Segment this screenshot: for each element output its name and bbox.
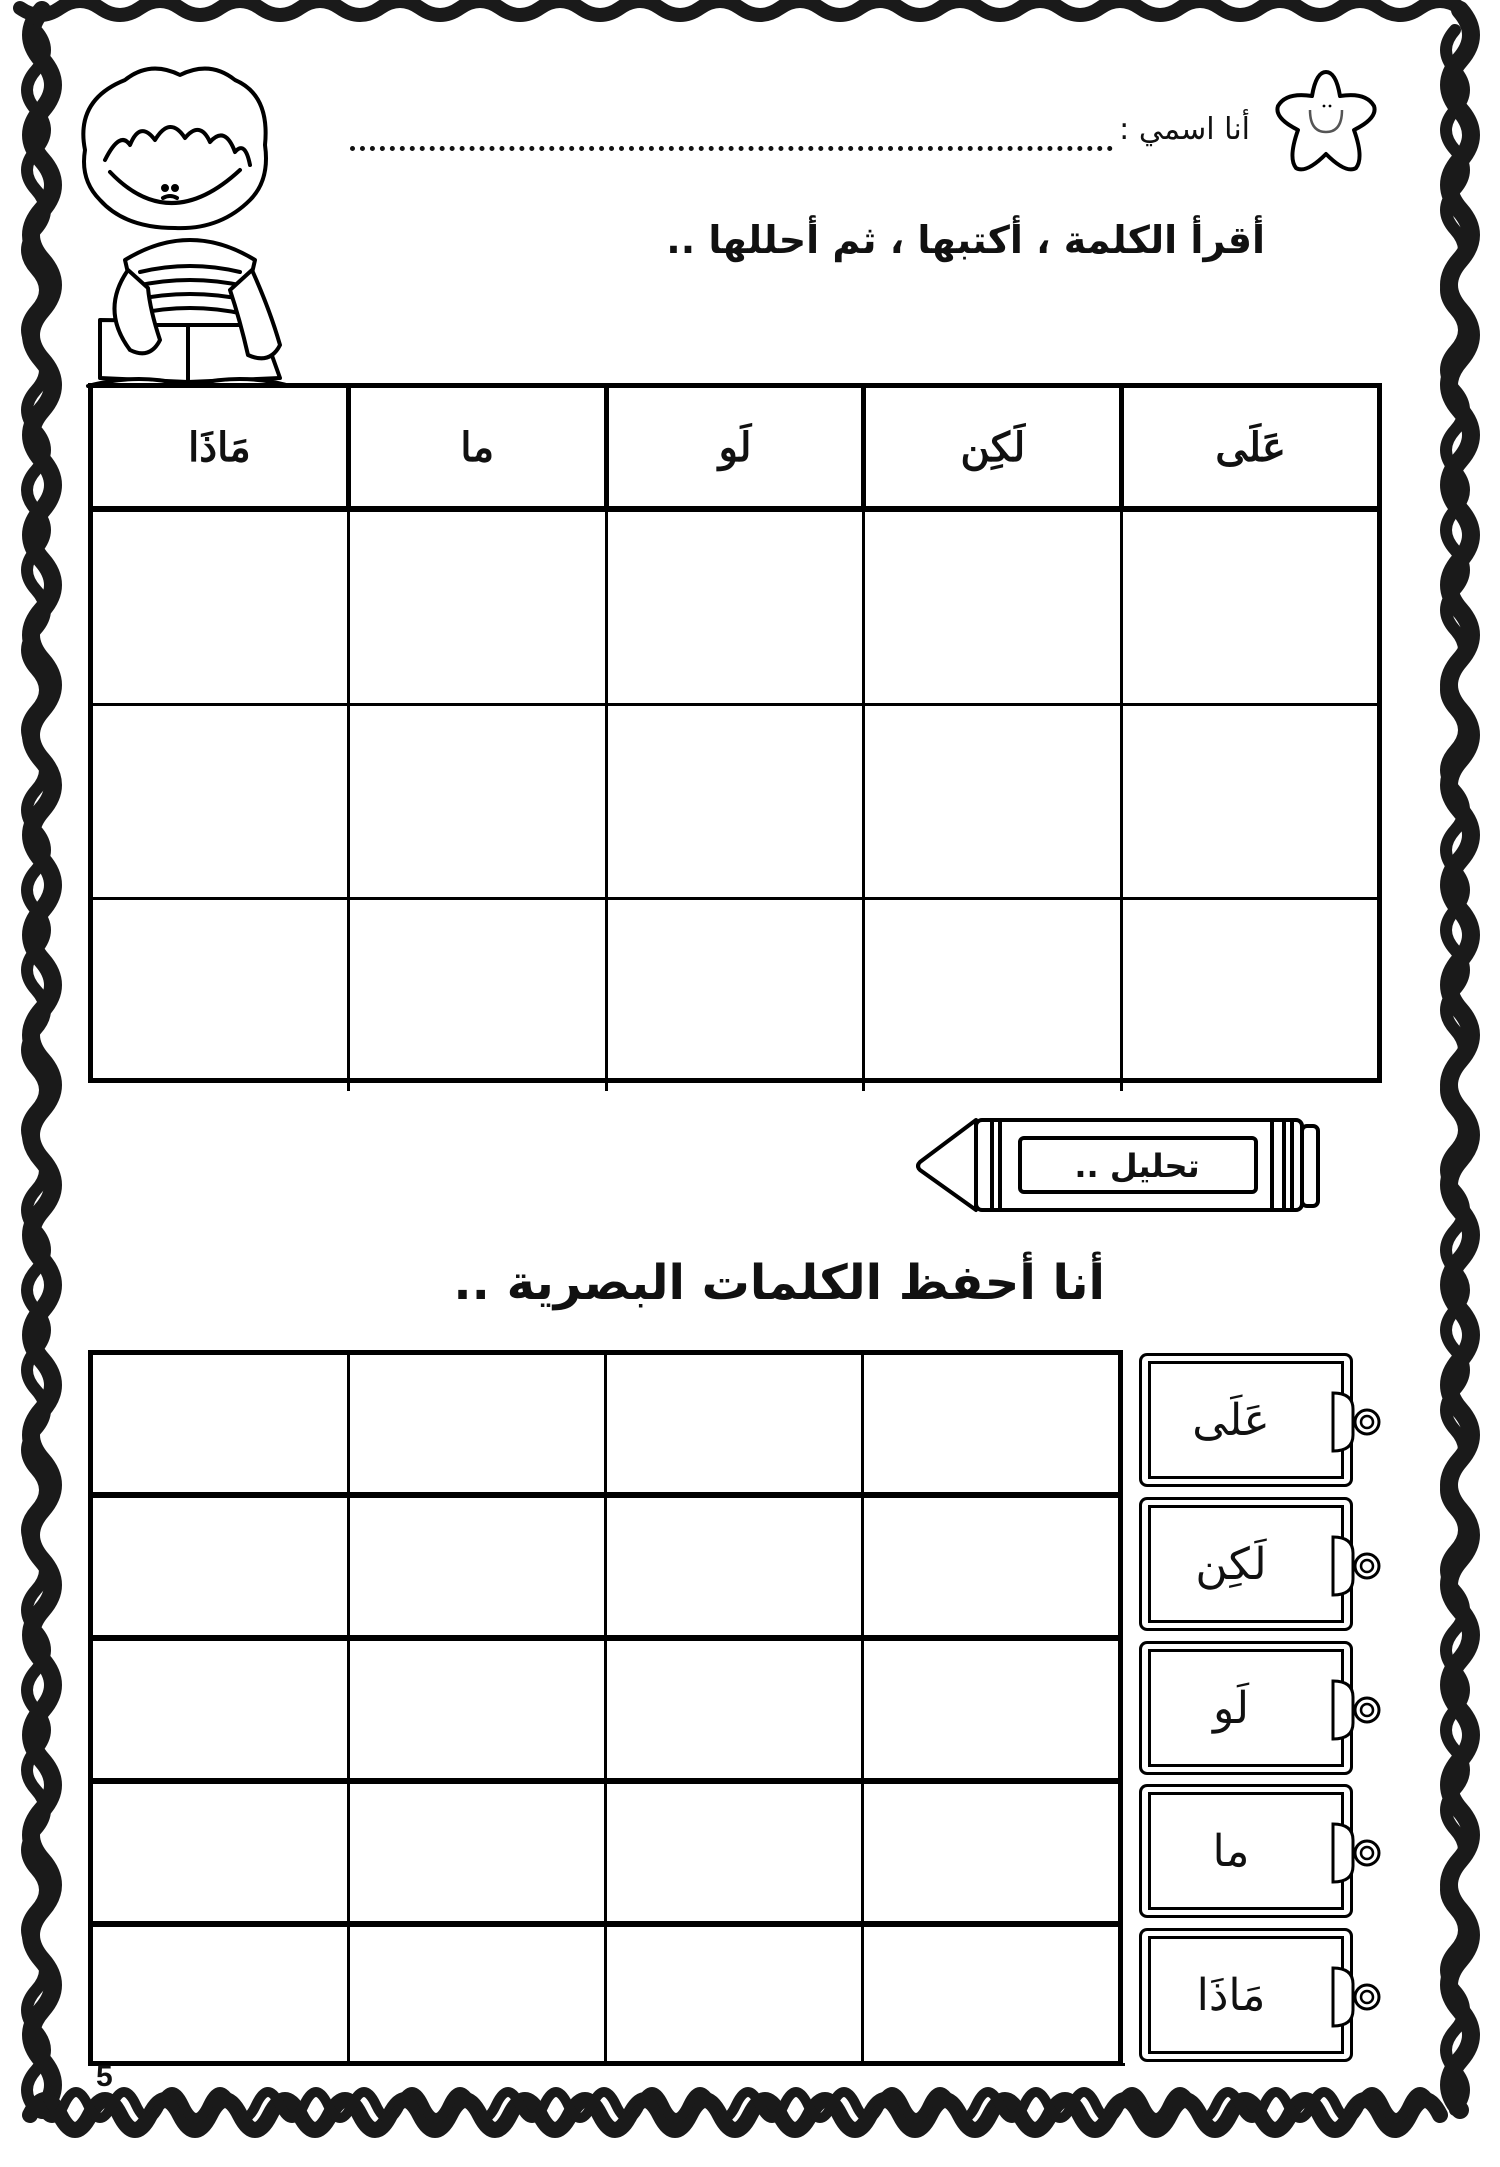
sight-word-card [1139, 1928, 1353, 2062]
writing-cell[interactable] [1120, 706, 1377, 897]
sight-word: مَاذَا [1196, 1969, 1266, 2021]
practice-cell[interactable] [93, 1498, 350, 1635]
table-row [93, 1784, 1118, 1927]
practice-cell[interactable] [864, 1498, 1118, 1635]
clipboard-clip-icon [1331, 1962, 1383, 2032]
sight-word-card [1139, 1353, 1353, 1487]
clipboard-clip-icon [1331, 1675, 1383, 1745]
clipboard-clip-icon [1331, 1387, 1383, 1457]
sight-word: عَلَى [1192, 1394, 1270, 1446]
practice-cell[interactable] [350, 1355, 607, 1492]
practice-cell[interactable] [350, 1784, 607, 1921]
analysis-label: تحليل .. [1074, 1147, 1200, 1185]
practice-cell[interactable] [607, 1927, 864, 2064]
practice-cell[interactable] [93, 1355, 350, 1492]
table-row [93, 706, 1377, 900]
sight-word-card [1139, 1784, 1353, 1918]
practice-cell[interactable] [864, 1641, 1118, 1778]
sight-word: لَكِن [1195, 1538, 1267, 1590]
table-header-cell: لَو [604, 388, 862, 506]
writing-cell[interactable] [93, 900, 347, 1091]
name-label: أنا اسمي : [1119, 111, 1250, 147]
practice-cell[interactable] [607, 1498, 864, 1635]
table-header-cell: عَلَى [1119, 388, 1377, 506]
writing-cell[interactable] [862, 706, 1119, 897]
practice-cell[interactable] [93, 1641, 350, 1778]
writing-cell[interactable] [605, 900, 862, 1091]
page-number: 5 [96, 2060, 113, 2093]
table-row [93, 1498, 1118, 1641]
practice-cell[interactable] [607, 1784, 864, 1921]
writing-cell[interactable] [1120, 512, 1377, 703]
table-row [93, 1355, 1118, 1498]
table-header-cell: لَكِن [861, 388, 1119, 506]
practice-cell[interactable] [93, 1927, 350, 2064]
writing-cell[interactable] [1120, 900, 1377, 1091]
sight-words-practice-grid [88, 1350, 1123, 2066]
writing-cell[interactable] [347, 900, 604, 1091]
writing-cell[interactable] [347, 706, 604, 897]
writing-cell[interactable] [347, 512, 604, 703]
writing-cell[interactable] [862, 900, 1119, 1091]
instruction-heading: أقرأ الكلمة ، أكتبها ، ثم أحللها .. [666, 218, 1265, 262]
table-row [93, 1641, 1118, 1784]
practice-cell[interactable] [350, 1641, 607, 1778]
table-header-cell: ما [346, 388, 604, 506]
smiling-star-icon [1270, 66, 1382, 178]
practice-cell[interactable] [607, 1355, 864, 1492]
table-header-cell: مَاذَا [188, 423, 251, 471]
sight-word-card [1139, 1641, 1353, 1775]
practice-cell[interactable] [350, 1927, 607, 2064]
boy-reading-illustration [70, 60, 310, 400]
clipboard-clip-icon [1331, 1531, 1383, 1601]
writing-cell[interactable] [862, 512, 1119, 703]
sight-word-card [1139, 1497, 1353, 1631]
word-analysis-table [88, 383, 1382, 1083]
table-row [93, 900, 1377, 1091]
table-row [93, 1927, 1118, 2064]
sight-words-heading: أنا أحفظ الكلمات البصرية .. [453, 1255, 1105, 1311]
sight-word: ما [1212, 1825, 1250, 1877]
clipboard-clip-icon [1331, 1818, 1383, 1888]
student-name-row [350, 104, 1250, 154]
table-header-row [93, 388, 1377, 512]
table-row [93, 512, 1377, 706]
writing-cell[interactable] [605, 512, 862, 703]
footer-rule [135, 2063, 1125, 2066]
practice-cell[interactable] [350, 1498, 607, 1635]
sight-word: لَو [1212, 1682, 1250, 1734]
practice-cell[interactable] [864, 1355, 1118, 1492]
writing-cell[interactable] [93, 706, 347, 897]
practice-cell[interactable] [864, 1784, 1118, 1921]
practice-cell[interactable] [864, 1927, 1118, 2064]
practice-cell[interactable] [93, 1784, 350, 1921]
writing-cell[interactable] [605, 706, 862, 897]
practice-cell[interactable] [607, 1641, 864, 1778]
student-name-field[interactable] [350, 116, 1113, 151]
writing-cell[interactable] [93, 512, 347, 703]
